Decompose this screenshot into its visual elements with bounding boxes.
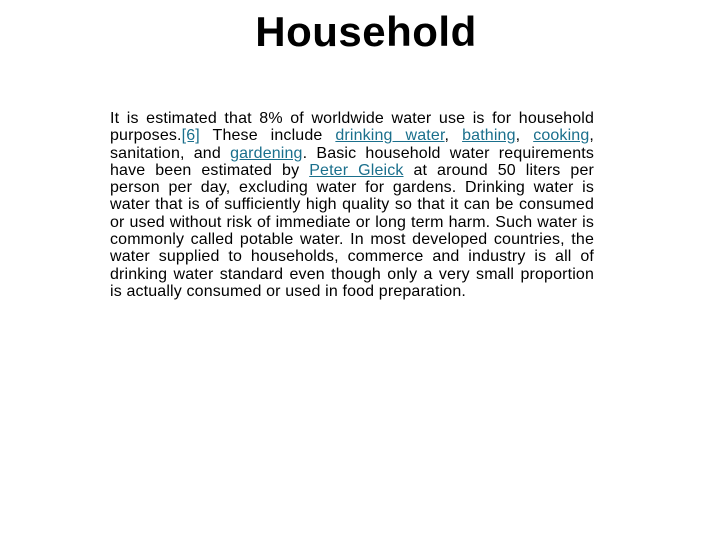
body-text: . Basic household water requirements have been estimated by [110,144,594,179]
slide-body-paragraph [110,110,594,300]
body-text: , sanitation, and [110,127,594,162]
body-text: at around 50 liters per person per day, excluding water for gardens. Drinking water is water that is of sufficiently high quality so that it can be consumed or used without risk of immediate or long term harm. Such water is commonly called potable water. In most developed countries, the water supplied to households, commerce and industry is all of drinking water standard even though only a very small proportion is actually consumed or used in food preparation. [110,161,594,300]
link-peter-gleick[interactable]: Peter Gleick [309,161,404,179]
link-drinking-water[interactable]: drinking water [335,127,445,145]
citation-link-6[interactable]: [6] [181,127,200,145]
body-text: , [444,127,463,145]
link-gardening[interactable]: gardening [230,144,303,162]
body-text: It is estimated that 8% of worldwide water use is for household purposes. [110,110,594,145]
link-cooking[interactable]: cooking [533,127,590,145]
body-text: These include [199,127,336,145]
link-bathing[interactable]: bathing [462,127,516,145]
slide-title: Household [255,8,477,55]
body-text: , [515,127,534,145]
